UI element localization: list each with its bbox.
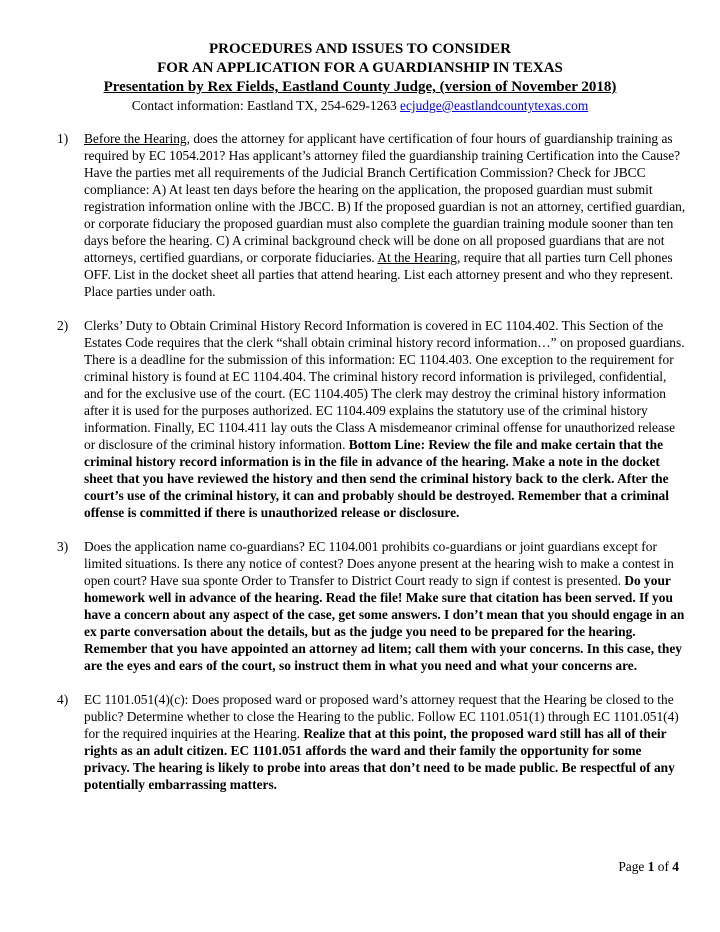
contact-info xyxy=(0,97,720,114)
title-line-1: PROCEDURES AND ISSUES TO CONSIDER xyxy=(208,41,512,57)
procedure-item-1 xyxy=(0,130,720,300)
item-text: , does the attorney for applicant have certification of four hours of guardianship training as required by EC 1054.201? Has applicant’s attorney filed the guardianship training Certification into the Cause? Have the parties met all requirements of the Judicial Branch Certification Commission? Check for JBCC compliance: A) At least ten days before the hearing on the application, the proposed guardian must submit registration information online with the JBCC. B) If the proposed guardian is not an attorney, certified guardian, or corporate fiduciary the proposed guardian must also complete the guardian training module sooner than ten days before the hearing. C) A criminal background check will be done on all proposed guardians that are not attorneys, certified guardians, or corporate fiduciaries. xyxy=(84,131,686,265)
page-label: Page xyxy=(618,859,645,874)
procedure-item-2 xyxy=(0,317,720,521)
before-hearing-heading: Before the Hearing xyxy=(84,131,187,146)
at-hearing-heading: At the Hearing xyxy=(377,250,457,265)
page-total: 4 xyxy=(672,859,679,874)
procedure-item-4 xyxy=(0,691,720,793)
item-number: 4) xyxy=(57,692,69,707)
page-current: 1 xyxy=(647,859,655,874)
page-number-footer xyxy=(618,859,679,875)
item-text: , require that all parties turn Cell phones OFF. List in the docket sheet all parties that attend hearing. List each attorney present and who they represent. Place parties under oath. xyxy=(84,250,674,299)
item-number: 2) xyxy=(57,318,69,333)
item-bold-text: Do your homework well in advance of the hearing. Read the file! Make sure that citation has been served. If you have a concern about any aspect of the case, get some answers. I don’t mean that you should engage in an ex parte conversation about the details, but as the judge you need to be prepared for the hearing. Remember that you have appointed an attorney ad litem; call them with your concerns. In this case, they are the eyes and ears of the court, so instruct them in what you need and what your concerns are. xyxy=(84,573,685,673)
contact-label: Contact information: Eastland TX, 254-629-1263 xyxy=(131,98,397,113)
of-label: of xyxy=(657,859,669,874)
item-number: 1) xyxy=(57,131,69,146)
title-line-2: FOR AN APPLICATION FOR A GUARDIANSHIP IN TEXAS xyxy=(157,60,563,76)
item-text: Does the application name co-guardians? EC 1104.001 prohibits co-guardians or joint guardians except for limited situations. Is there any notice of contest? Does anyone present at the hearing wish to make a contest in open court? Have sua sponte Order to Transfer to District Court ready to sign if contest is presented. xyxy=(84,539,674,588)
document-header xyxy=(0,40,720,114)
item-text: EC 1101.051(4)(c): Does proposed ward or proposed ward’s attorney request that the Hearing be closed to the public? Determine whether to close the Hearing to the public. Follow EC 1101.051(1) through EC 1101.051(4) for the required inquiries at the Hearing. xyxy=(84,692,679,741)
item-number: 3) xyxy=(57,539,69,554)
contact-email-link[interactable]: ecjudge@eastlandcountytexas.com xyxy=(400,98,589,113)
procedure-list xyxy=(0,130,720,810)
presentation-subtitle: Presentation by Rex Fields, Eastland County Judge, (version of November 2018) xyxy=(103,79,617,95)
procedure-item-3 xyxy=(0,538,720,674)
item-bold-text: Bottom Line: Review the file and make certain that the criminal history record information is in the file in advance of the hearing. Make a note in the docket sheet that you have reviewed the history and then send the criminal history back to the clerk. After the court’s use of the criminal history, it can and probably should be destroyed. Remember that a criminal offense is committed if there is unauthorized release or disclosure. xyxy=(84,437,669,520)
item-text: Clerks’ Duty to Obtain Criminal History Record Information is covered in EC 1104.402. This Section of the Estates Code requires that the clerk “shall obtain criminal history record information…” on proposed guardians. There is a deadline for the submission of this information: EC 1104.403. One exception to the requirement for criminal history is found at EC 1104.404. The criminal history record information is privileged, confidential, and for the exclusive use of the court. (EC 1104.405) The clerk may destroy the criminal history information after it is used for the purposes authorized. EC 1104.409 explains the statutory use of the criminal history information. Finally, EC 1104.411 lay outs the Class A misdemeanor criminal offense for unauthorized release or disclosure of the criminal history information. xyxy=(84,318,685,452)
item-bold-text: Realize that at this point, the proposed ward still has all of their rights as an adult citizen. EC 1101.051 affords the ward and their family the opportunity for some privacy. The hearing is likely to probe into areas that don’t need to be made public. Be respectful of any potentially embarrassing matters. xyxy=(84,726,675,792)
